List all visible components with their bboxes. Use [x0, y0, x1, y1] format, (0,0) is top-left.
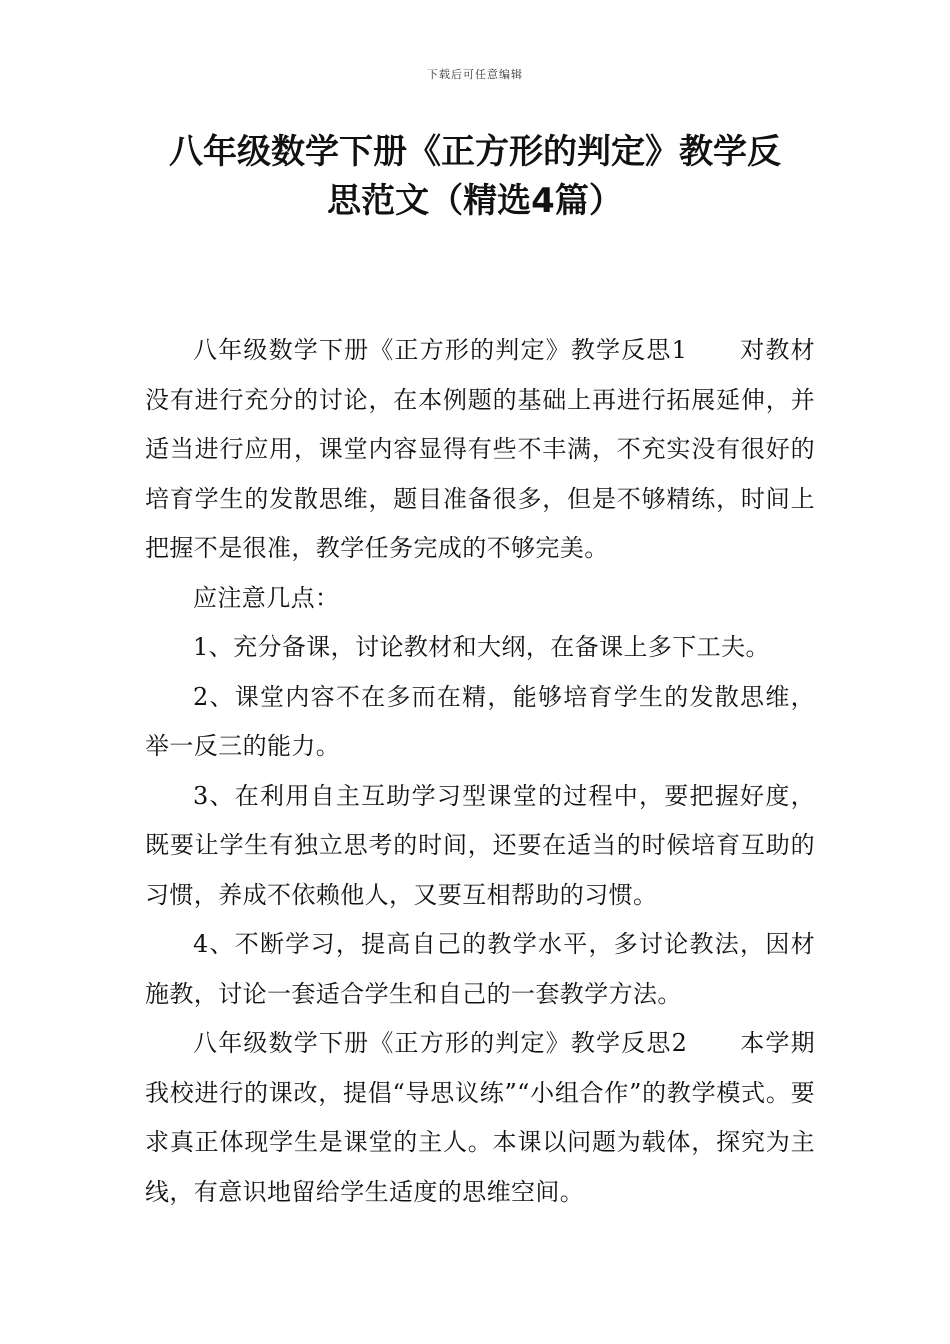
paragraph-reflection-1: [145, 326, 815, 574]
page-header-note: 下载后可任意编辑: [427, 68, 523, 81]
paragraph-text: 对教材没有进行充分的讨论，在本例题的基础上再进行拓展延伸，并适当进行应用，课堂内容显得有些不丰满，不充实没有很好的培育学生的发散思维，题目准备很多，但是不够精练，时间上把握不是很准，教学任务完成的不够完美。: [145, 336, 815, 562]
document-title-line-1: 八年级数学下册《正方形的判定》教学反: [169, 132, 781, 172]
paragraph-text: 本学期我校进行的课改，提倡“导思议练”“小组合作”的教学模式。要求真正体现学生是课堂的主人。本课以问题为载体，探究为主线，有意识地留给学生适度的思维空间。: [145, 1029, 815, 1206]
paragraph-attention-points: 应注意几点：: [193, 583, 340, 612]
list-item-point-2: 2、课堂内容不在多而在精，能够培育学生的发散思维，举一反三的能力。: [145, 682, 815, 760]
list-item-point-1: 1、充分备课，讨论教材和大纲，在备课上多下工夫。: [193, 633, 770, 661]
document-body: [145, 326, 815, 1217]
paragraph-reflection-2: [145, 1019, 815, 1217]
section-heading-reflection-1: 八年级数学下册《正方形的判定》教学反思1: [193, 336, 688, 364]
list-item-point-4: 4、不断学习，提高自己的教学水平，多讨论教法，因材施教，讨论一套适合学生和自己的一套教学方法。: [145, 930, 815, 1008]
document-title: [0, 128, 950, 226]
document-title-line-2: 思范文（精选4篇）: [327, 181, 623, 221]
list-item-point-3: 3、在利用自主互助学习型课堂的过程中，要把握好度，既要让学生有独立思考的时间，还要在适当的时候培育互助的习惯，养成不依赖他人，又要互相帮助的习惯。: [145, 781, 815, 909]
section-heading-reflection-2: 八年级数学下册《正方形的判定》教学反思2: [193, 1029, 688, 1057]
